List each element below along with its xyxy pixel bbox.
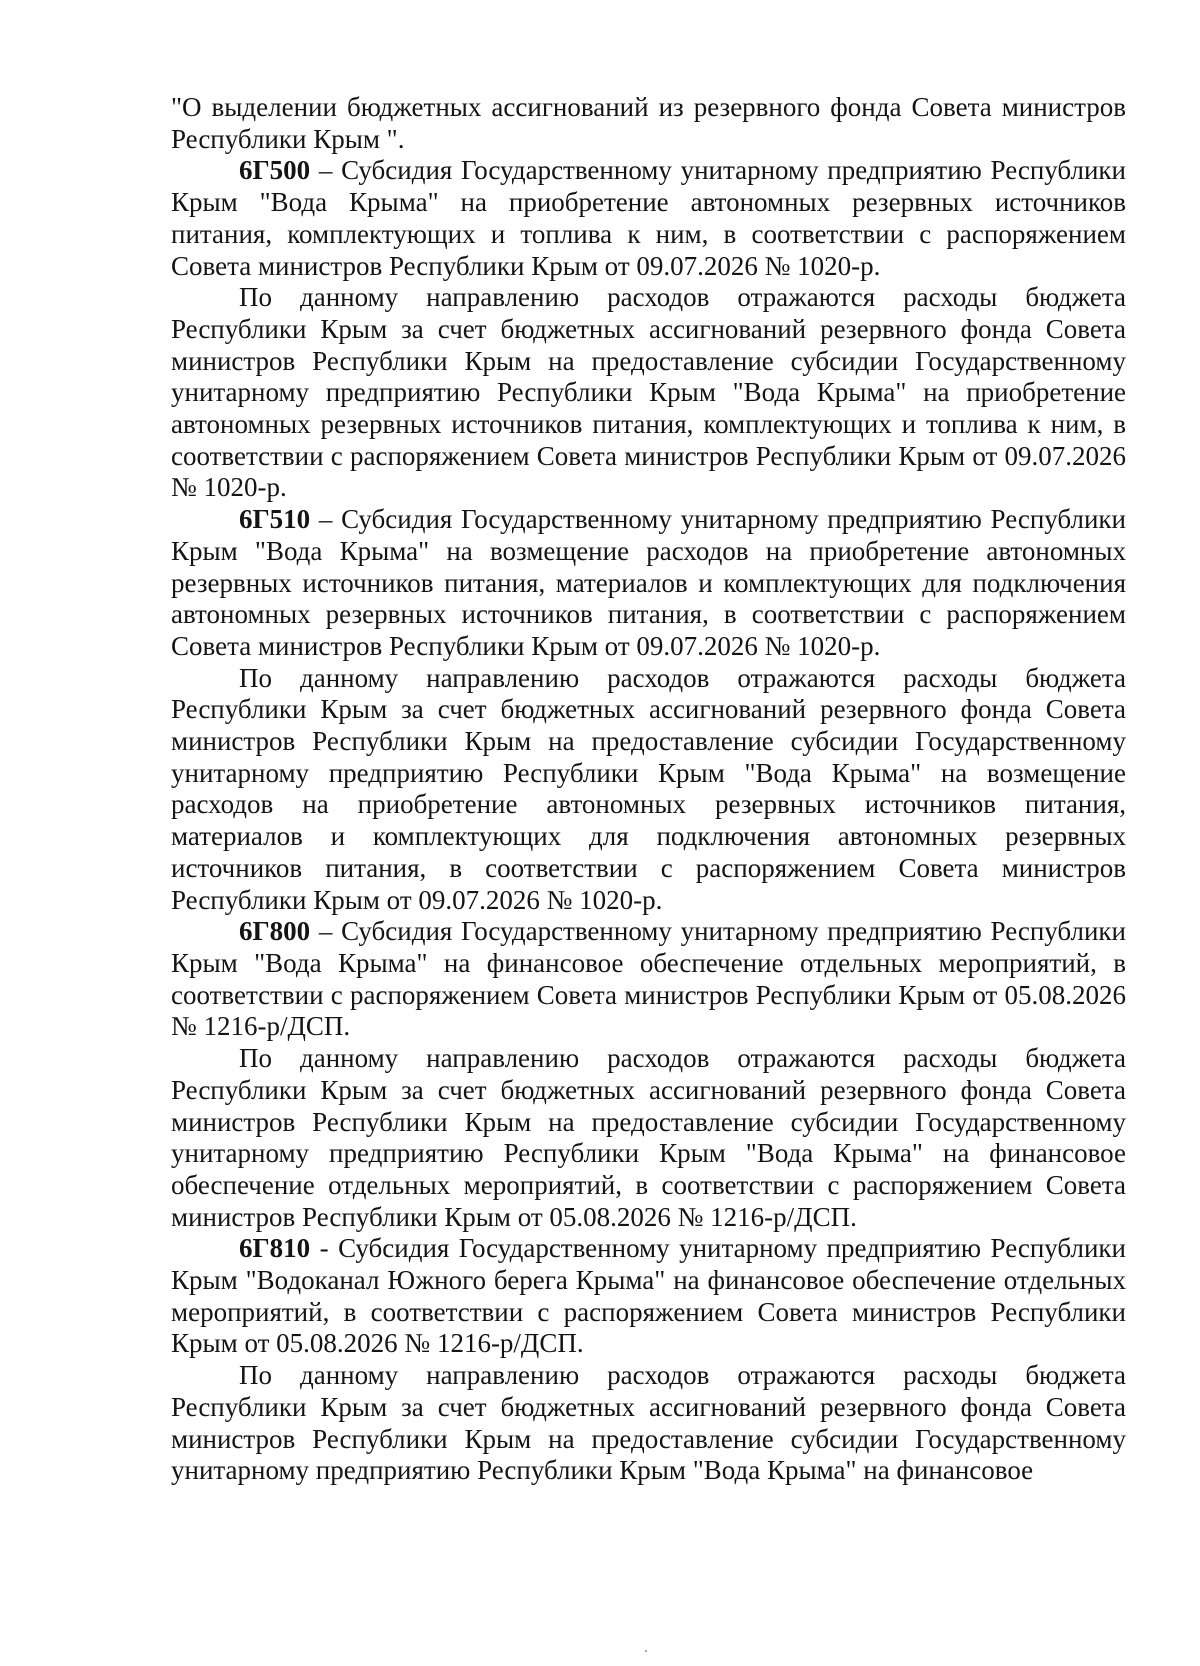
paragraph-text: Субсидия Государственному унитарному предприятию Республики Крым "Вода Крыма" на возмещение расходов на приобретение автономных резервных источников питания, материалов и комплектующих для подключения автономных резервных источников питания, в соответствии с распоряжением Совета министров Республики Крым от 09.07.2026 № 1020-р. (171, 504, 1126, 661)
code-dash: – (318, 916, 333, 947)
paragraph-description-6g800 (171, 1043, 1126, 1233)
paragraph-text: По данному направлению расходов отражаются расходы бюджета Республики Крым за счет бюджетных ассигнований резервного фонда Совета министров Республики Крым на предоставление субсидии Государственному унитарному предприятию Республики Крым "Вода Крыма" на возмещение расходов на приобретение автономных резервных источников питания, материалов и комплектующих для подключения автономных резервных источников питания, в соответствии с распоряжением Совета министров Республики Крым от 09.07.2026 № 1020-р. (171, 662, 1126, 915)
paragraph-code-6g810 (171, 1233, 1126, 1360)
expense-code: 6Г800 (239, 916, 311, 947)
code-dash: – (318, 504, 333, 535)
expense-code: 6Г500 (239, 155, 311, 186)
paragraph-text: "О выделении бюджетных ассигнований из резервного фонда Совета министров Республики Крым ". (171, 92, 1126, 154)
paragraph-text: По данному направлению расходов отражаются расходы бюджета Республики Крым за счет бюджетных ассигнований резервного фонда Совета министров Республики Крым на предоставление субсидии Государственному унитарному предприятию Республики Крым "Вода Крыма" на финансовое (171, 1360, 1126, 1486)
paragraph-text: По данному направлению расходов отражаются расходы бюджета Республики Крым за счет бюджетных ассигнований резервного фонда Совета министров Республики Крым на предоставление субсидии Государственному унитарному предприятию Республики Крым "Вода Крыма" на приобретение автономных резервных источников питания, комплектующих и топлива к ним, в соответствии с распоряжением Совета министров Республики Крым от 09.07.2026 № 1020-р. (171, 282, 1126, 503)
code-dash: - (319, 1233, 329, 1264)
paragraph-description-6g500 (171, 282, 1126, 504)
paragraph-code-6g800 (171, 916, 1126, 1043)
expense-code: 6Г810 (239, 1233, 311, 1264)
expense-code: 6Г510 (239, 504, 311, 535)
paragraph-text: Субсидия Государственному унитарному предприятию Республики Крым "Вода Крыма" на приобретение автономных резервных источников питания, комплектующих и топлива к ним, в соответствии с распоряжением Совета министров Республики Крым от 09.07.2026 № 1020-р. (171, 155, 1126, 281)
code-dash: – (318, 155, 333, 186)
paragraph-description-6g810 (171, 1360, 1126, 1487)
paragraph-code-6g510 (171, 504, 1126, 663)
paragraph-code-6g500 (171, 155, 1126, 282)
scan-speck (645, 1650, 647, 1652)
paragraph-description-6g510 (171, 663, 1126, 917)
paragraph-text: Субсидия Государственному унитарному предприятию Республики Крым "Водоканал Южного берега Крыма" на финансовое обеспечение отдельных мероприятий, в соответствии с распоряжением Совета министров Республики Крым от 05.08.2026 № 1216-р/ДСП. (171, 1233, 1126, 1359)
paragraph-text: Субсидия Государственному унитарному предприятию Республики Крым "Вода Крыма" на финансовое обеспечение отдельных мероприятий, в соответствии с распоряжением Совета министров Республики Крым от 05.08.2026 № 1216-р/ДСП. (171, 916, 1126, 1042)
paragraph-text: По данному направлению расходов отражаются расходы бюджета Республики Крым за счет бюджетных ассигнований резервного фонда Совета министров Республики Крым на предоставление субсидии Государственному унитарному предприятию Республики Крым "Вода Крыма" на финансовое обеспечение отдельных мероприятий, в соответствии с распоряжением Совета министров Республики Крым от 05.08.2026 № 1216-р/ДСП. (171, 1043, 1126, 1232)
document-body (171, 92, 1126, 1487)
paragraph-order-title-continuation (171, 92, 1126, 155)
